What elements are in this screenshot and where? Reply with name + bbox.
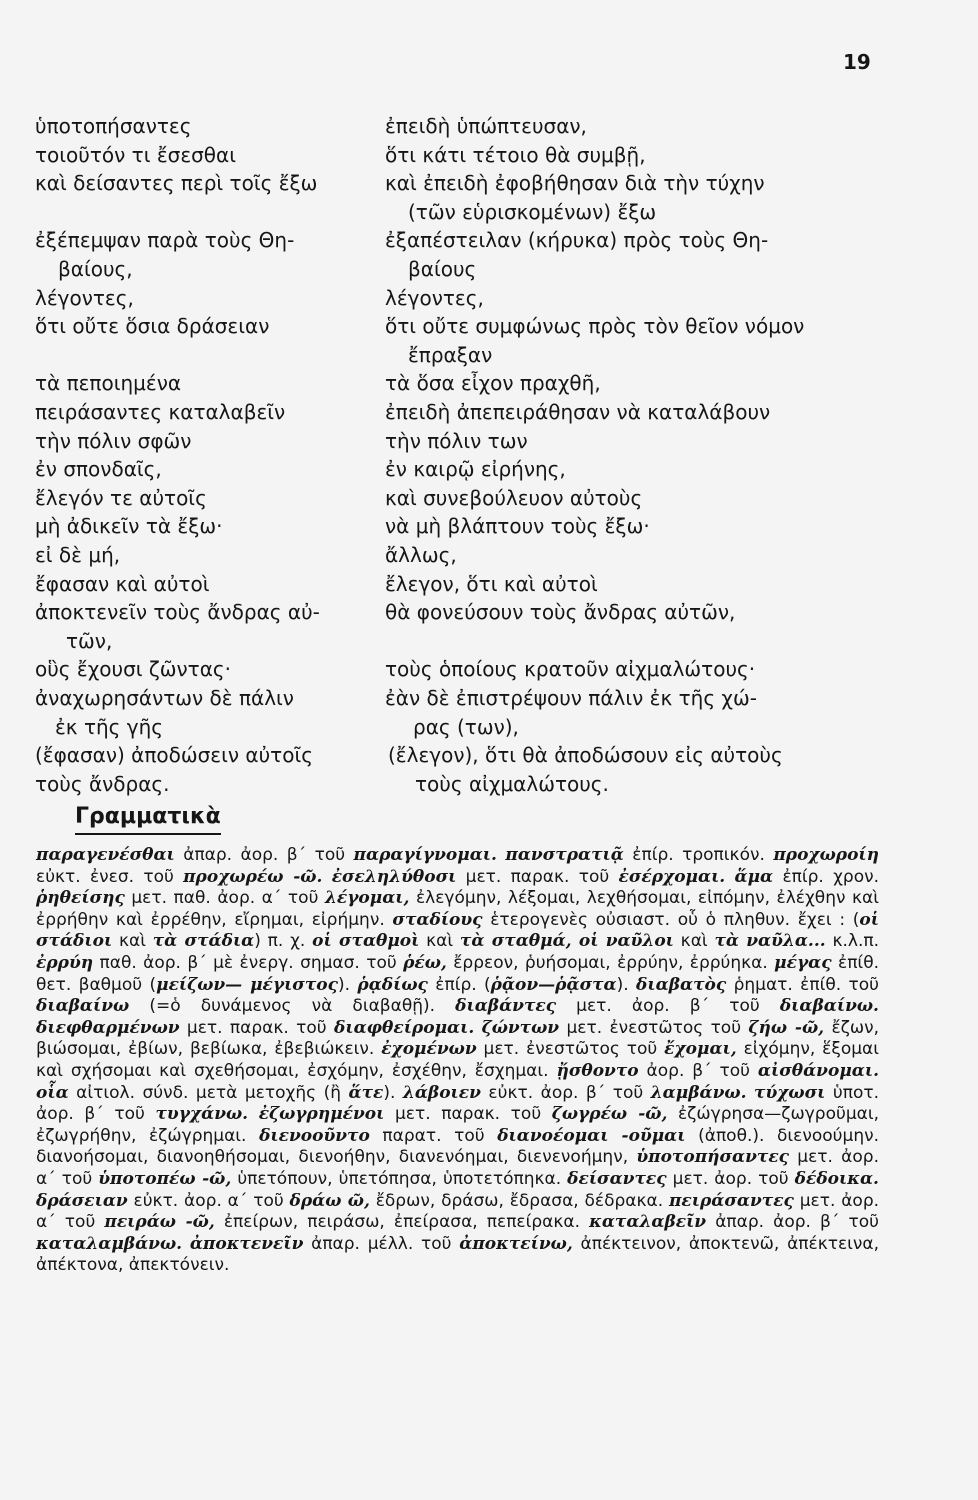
modern-text: (ἔλεγον), ὅτι θὰ ἀποδώσουν εἰς αὐτοὺς xyxy=(388,743,783,768)
modern-text: ἄλλως, xyxy=(385,543,457,567)
modern-text: ἐπειδὴ ὑπώπτευσαν, xyxy=(385,114,587,138)
grammar-text: εὐκτ. ἐνεσ. τοῦ xyxy=(36,866,184,887)
modern-text: τοὺς αἰχμαλώτους. xyxy=(415,771,609,796)
grammar-term: σταδίους xyxy=(392,909,483,930)
grammar-term: παραγίγνομαι. xyxy=(353,845,497,865)
grammar-text xyxy=(725,867,734,887)
grammar-term: ἅμα xyxy=(734,866,774,887)
grammar-term: λάβοιεν xyxy=(402,1082,481,1103)
grammar-text: μετ. ἀορ. τοῦ xyxy=(666,1168,795,1189)
translation-row xyxy=(0,713,978,741)
translation-row xyxy=(0,198,978,226)
grammar-text: ἑτερογενὲς οὐσιαστ. οὗ ὁ πληθυν. ἔχει : ( xyxy=(482,909,860,930)
grammar-term: μείζων— μέγιστος xyxy=(156,974,338,995)
grammar-term: διαβαίνω xyxy=(36,996,130,1017)
grammar-term: ἐζωγρημένοι xyxy=(258,1104,385,1125)
translation-row xyxy=(0,141,978,169)
grammar-term: τὰ σταθμά, οἱ ναῦλοι xyxy=(459,931,674,952)
grammar-text: ἔρρεον, ῥυήσομαι, ἐρρύην, ἐρρύηκα. xyxy=(446,952,775,973)
grammar-term: ῥᾳδίως xyxy=(357,974,428,995)
grammar-term: ζωγρέω -ῶ, xyxy=(551,1104,668,1125)
ancient-text: ἐκ τῆς γῆς xyxy=(55,714,164,739)
grammar-text: ἐπίθ. θετ. βαθμοῦ ( xyxy=(36,952,879,995)
ancient-text: τῶν, xyxy=(66,628,113,653)
grammar-text: (ἀποθ.). διενοούμην. διανοήσομαι, διανοηθήσομαι, διενοήθην, διανενόημαι, διενενοήμην, xyxy=(36,1125,879,1168)
translation-row xyxy=(0,284,978,312)
grammar-term: διαφθείρομαι. xyxy=(334,1017,475,1038)
grammar-text: μετ. ἀορ. α΄ τοῦ xyxy=(36,1147,879,1189)
grammar-term: τυγχάνω. xyxy=(155,1104,249,1125)
ancient-text: τὴν πόλιν σφῶν xyxy=(35,428,192,453)
grammar-text: ἀπαρ. ἀορ. β΄ τοῦ xyxy=(706,1212,879,1233)
grammar-term: ἅτε xyxy=(348,1082,384,1103)
translation-row xyxy=(0,226,978,254)
modern-text: καὶ ἐπειδὴ ἐφοβήθησαν διὰ τὴν τύχην xyxy=(385,171,765,196)
modern-text: ἐπειδὴ ἀπεπειράθησαν νὰ καταλάβουν xyxy=(385,400,771,424)
ancient-text: ὅτι οὔτε ὅσια δράσειαν xyxy=(35,314,270,339)
grammar-text: ἀορ. β΄ τοῦ xyxy=(638,1060,758,1081)
grammar-text: ἐπίρ. χρον. xyxy=(773,866,880,887)
grammar-text: ἐλεγόμην, λέξομαι, λεχθήσομαι, εἰπόμην, ἐλέχθην καὶ ἐρρήθην καὶ ἐρρέθην, εἴρημαι, εἰρήμην. xyxy=(36,888,879,930)
grammar-term: πειράω -ῶ, xyxy=(104,1212,215,1233)
grammar-notes xyxy=(36,845,879,1277)
grammar-term: ῥᾷον—ῥᾷστα xyxy=(490,974,617,995)
grammar-text: ). xyxy=(383,1082,403,1103)
ancient-text: ἔφασαν καὶ αὐτοὶ xyxy=(35,571,210,596)
grammar-term: ἐρρύη xyxy=(36,952,94,973)
translation-row xyxy=(0,684,978,712)
grammar-term: ὑποτοπήσαντες xyxy=(636,1147,790,1168)
ancient-text: τὰ πεποιημένα xyxy=(35,371,182,396)
grammar-text: ἐπείρων, πειράσω, ἐπείρασα, πεπείρακα. xyxy=(214,1212,590,1233)
grammar-term: δράω ῶ, xyxy=(289,1190,370,1211)
grammar-term: ζήω -ῶ, xyxy=(748,1017,825,1038)
grammar-text: μετ. ἀορ. β΄ τοῦ xyxy=(556,996,780,1017)
grammar-term: παραγενέσθαι xyxy=(36,845,175,865)
grammar-term: διανοέομαι -οῦμαι xyxy=(497,1125,686,1146)
grammar-term: καταλαβεῖν xyxy=(589,1212,707,1233)
grammar-text: ἐπίρ. τροπικόν. xyxy=(623,845,774,865)
grammar-text: μετ. παρακ. τοῦ xyxy=(384,1104,552,1125)
grammar-term: δέδοικα. xyxy=(794,1168,879,1189)
grammar-term: ὑποτοπέω -ῶ, xyxy=(98,1168,232,1189)
translation-row xyxy=(0,312,978,340)
grammar-text: καὶ xyxy=(112,931,153,952)
modern-text: τὴν πόλιν των xyxy=(385,428,528,453)
grammar-term: μέγας xyxy=(774,952,832,973)
grammar-term: ἀποκτενεῖν xyxy=(189,1233,304,1254)
grammar-text: μετ. ἐνεστῶτος τοῦ xyxy=(559,1017,749,1038)
translation-row xyxy=(0,627,978,655)
modern-text: ρας (των), xyxy=(413,714,519,739)
grammar-term: πανστρατιᾷ xyxy=(505,845,624,865)
grammar-text: μετ. παρακ. τοῦ xyxy=(179,1017,334,1038)
translation-row xyxy=(0,541,978,569)
translation-row xyxy=(0,455,978,483)
grammar-text: ἔδρων, δράσω, ἔδρασα, δέδρακα. xyxy=(369,1190,669,1211)
grammar-text xyxy=(474,1018,481,1038)
grammar-term: αἰσθάνομαι. xyxy=(757,1060,879,1081)
translation-row xyxy=(0,512,978,540)
ancient-text: μὴ ἀδικεῖν τὰ ἔξω· xyxy=(35,514,223,539)
translation-row xyxy=(0,427,978,455)
grammar-term: δράσειαν xyxy=(36,1190,128,1211)
translation-row xyxy=(0,598,978,626)
grammar-text: εὐκτ. ἀορ. α΄ τοῦ xyxy=(127,1190,290,1211)
grammar-text: εὐκτ. ἀορ. β΄ τοῦ xyxy=(480,1082,651,1103)
translation-row xyxy=(0,112,978,140)
grammar-text: ἀπαρ. μέλλ. τοῦ xyxy=(303,1233,460,1254)
grammar-text xyxy=(248,1104,259,1124)
grammar-term: δείσαντες xyxy=(567,1168,667,1189)
grammar-text: ἐζώγρησα—ζωγροῦμαι, ἐζωγρήθην, ἐζώγρημαι. xyxy=(36,1104,880,1146)
ancient-text: ἀναχωρησάντων δὲ πάλιν xyxy=(35,686,294,710)
ancient-text: ἔλεγόν τε αὐτοῖς xyxy=(35,485,207,510)
translation-row xyxy=(0,655,978,683)
translation-row xyxy=(0,570,978,598)
grammar-term: ῥέω, xyxy=(403,952,447,973)
grammar-text: ἀπαρ. ἀορ. β΄ τοῦ xyxy=(174,845,354,865)
page-number: 19 xyxy=(843,50,871,74)
modern-text: τοὺς ὁποίους κρατοῦν αἰχμαλώτους· xyxy=(385,657,756,682)
ancient-text: οὓς ἔχουσι ζῶντας· xyxy=(35,657,231,682)
grammar-text: ὑποτ. ἀορ. β΄ τοῦ xyxy=(36,1082,879,1125)
ancient-text: εἰ δὲ μή, xyxy=(35,543,121,567)
ancient-text: πειράσαντες καταλαβεῖν xyxy=(35,400,286,424)
grammar-term: διενοοῦντο xyxy=(259,1125,370,1146)
modern-text: ἐὰν δὲ ἐπιστρέψουν πάλιν ἐκ τῆς χώ- xyxy=(385,686,757,710)
grammar-text: κ.λ.π. xyxy=(825,931,879,952)
translation-row xyxy=(0,398,978,426)
grammar-term: ἀποκτείνω, xyxy=(459,1233,573,1254)
modern-text: ἐν καιρῷ εἰρήνης, xyxy=(385,457,566,482)
grammar-term: διεφθαρμένων xyxy=(36,1017,180,1038)
grammar-term: ἐσεληλύθοσι xyxy=(331,866,457,887)
ancient-text: λέγοντες, xyxy=(35,285,134,310)
grammar-text: ἔζων, βιώσομαι, ἐβίων, βεβίωκα, ἐβεβιώκειν. xyxy=(36,1017,880,1060)
grammar-text: καὶ xyxy=(673,931,715,952)
translation-row xyxy=(0,341,978,369)
grammar-term: οἱ στάδιοι xyxy=(36,909,879,952)
ancient-text: ἐξέπεμψαν παρὰ τοὺς Θη- xyxy=(35,228,295,253)
grammar-text: καὶ xyxy=(419,931,460,952)
modern-text: τὰ ὅσα εἶχον πραχθῆ, xyxy=(385,371,601,396)
grammar-term: οἷα xyxy=(36,1082,69,1103)
grammar-text: ὑπετόπουν, ὑπετόπησα, ὑποτετόπηκα. xyxy=(231,1168,568,1189)
grammar-term: προχωρέω -ῶ. xyxy=(183,866,323,887)
grammar-text: ἀπέκτεινον, ἀποκτενῶ, ἀπέκτεινα, ἀπέκτονα, ἀπεκτόνειν. xyxy=(36,1233,879,1276)
grammar-term: ᾔσθοντο xyxy=(556,1060,639,1081)
grammar-text: ). xyxy=(337,974,358,995)
modern-text: λέγοντες, xyxy=(385,285,484,310)
grammar-term: προχωροίη xyxy=(773,845,880,865)
ancient-text: τοιοῦτόν τι ἔσεσθαι xyxy=(35,142,236,167)
grammar-term: διαβάντες xyxy=(455,996,557,1017)
modern-text: ὅτι κάτι τέτοιο θὰ συμβῇ, xyxy=(385,142,646,167)
grammar-term: ἐχομένων xyxy=(381,1039,477,1060)
grammar-term: τὰ στάδια xyxy=(152,931,255,952)
grammar-term: λέγομαι, xyxy=(324,888,410,909)
modern-text: καὶ συνεβούλευον αὐτοὺς xyxy=(385,485,643,510)
grammar-text xyxy=(182,1234,190,1254)
modern-text: ἔπραξαν xyxy=(408,342,493,367)
translation-row xyxy=(0,741,978,769)
ancient-text: ἐν σπονδαῖς, xyxy=(35,457,162,482)
modern-text: ἔλεγον, ὅτι καὶ αὐτοὶ xyxy=(385,571,598,596)
grammar-term: πειράσαντες xyxy=(668,1190,794,1211)
grammar-text: μετ. ἐνεστῶτος τοῦ xyxy=(476,1039,665,1060)
grammar-term: διαβαίνω. xyxy=(779,996,879,1017)
modern-text: βαίους xyxy=(408,257,477,281)
grammar-text: μετ. παθ. ἀορ. α΄ τοῦ xyxy=(124,888,325,909)
grammar-text: μετ. παρακ. τοῦ xyxy=(456,866,619,887)
ancient-text: (ἔφασαν) ἀποδώσειν αὐτοῖς xyxy=(35,743,313,768)
translation-row xyxy=(0,770,978,798)
grammar-term: τὰ ναῦλα... xyxy=(714,931,826,952)
grammar-text xyxy=(322,867,331,887)
grammar-term: διαβατὸς xyxy=(636,974,727,995)
grammar-term: ῥηθείσης xyxy=(36,888,125,909)
grammar-term: ἐσέρχομαι. xyxy=(618,866,726,887)
grammar-text: παρατ. τοῦ xyxy=(369,1125,498,1146)
grammar-text: μετ. ἀορ. α΄ τοῦ xyxy=(36,1190,880,1233)
grammar-term: οἱ σταθμοὶ xyxy=(312,931,420,952)
grammar-text: παθ. ἀορ. β΄ μὲ ἐνεργ. σημασ. τοῦ xyxy=(93,952,404,973)
grammar-text xyxy=(746,1083,754,1103)
grammar-text: ἐπίρ. ( xyxy=(427,974,491,995)
ancient-text: καὶ δείσαντες περὶ τοῖς ἔξω xyxy=(35,171,318,196)
grammar-text: (=ὁ δυνάμενος νὰ διαβαθῇ). xyxy=(129,996,456,1017)
section-title: Γραμματικὰ xyxy=(75,803,221,835)
grammar-text: εἰχόμην, ἕξομαι καὶ σχήσομαι καὶ σχεθήσομαι, ἐσχόμην, ἐσχέθην, ἔσχημαι. xyxy=(36,1039,879,1081)
translation-row xyxy=(0,484,978,512)
modern-text: θὰ φονεύσουν τοὺς ἄνδρας αὐτῶν, xyxy=(385,600,736,625)
grammar-text: ) π. χ. xyxy=(254,931,313,952)
grammar-text: ῥηματ. ἐπίθ. τοῦ xyxy=(726,974,880,995)
translation-row xyxy=(0,169,978,197)
grammar-text: ). xyxy=(616,974,637,995)
modern-text: ἐξαπέστειλαν (κήρυκα) πρὸς τοὺς Θη- xyxy=(385,228,769,253)
grammar-term: καταλαμβάνω. xyxy=(36,1233,183,1254)
ancient-text: τοὺς ἄνδρας. xyxy=(35,771,170,796)
grammar-term: τύχωσι xyxy=(754,1082,826,1103)
translation-row xyxy=(0,255,978,283)
modern-text: νὰ μὴ βλάπτουν τοὺς ἔξω· xyxy=(385,514,650,539)
ancient-text: ἀποκτενεῖν τοὺς ἄνδρας αὐ- xyxy=(35,600,320,625)
grammar-term: ζώντων xyxy=(481,1017,560,1038)
ancient-text: ὑποτοπήσαντες xyxy=(35,114,192,138)
modern-text: ὅτι οὔτε συμφώνως πρὸς τὸν θεῖον νόμον xyxy=(385,314,805,339)
translation-row xyxy=(0,369,978,397)
grammar-text: αἰτιολ. σύνδ. μετὰ μετοχῆς (ἢ xyxy=(68,1082,349,1103)
modern-text: (τῶν εὑρισκομένων) ἔξω xyxy=(408,199,657,224)
grammar-term: λαμβάνω. xyxy=(650,1082,747,1103)
ancient-text: βαίους, xyxy=(58,257,133,281)
grammar-term: ἔχομαι, xyxy=(664,1039,737,1060)
